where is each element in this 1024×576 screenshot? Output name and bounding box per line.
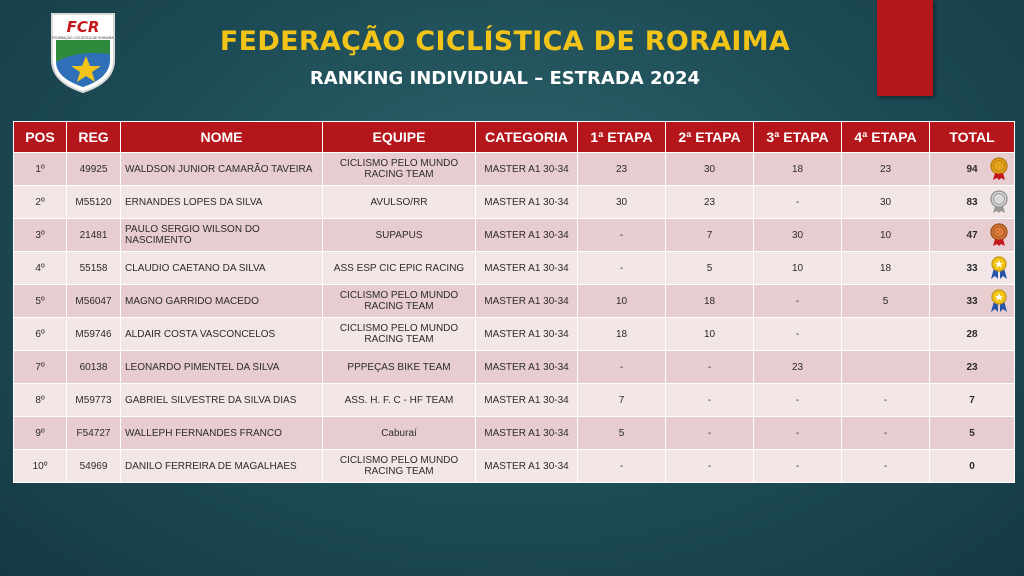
cell-pos: 5º [14,285,67,318]
total-value: 33 [966,262,978,274]
cell-etapa-3: 10 [754,252,842,285]
cell-etapa-2: 5 [666,252,754,285]
cell-etapa-2: 10 [666,318,754,351]
cell-etapa-4: - [842,417,930,450]
cell-categoria: MASTER A1 30-34 [476,450,578,483]
cell-reg: M56047 [67,285,121,318]
cell-pos: 10º [14,450,67,483]
cell-reg: 55158 [67,252,121,285]
cell-categoria: MASTER A1 30-34 [476,417,578,450]
cell-total [930,450,1015,483]
cell-etapa-2: - [666,417,754,450]
cell-etapa-2: - [666,351,754,384]
page-subtitle: RANKING INDIVIDUAL – ESTRADA 2024 [309,68,701,89]
cell-etapa-1: - [578,450,666,483]
total-value: 5 [969,427,975,439]
cell-etapa-2: - [666,450,754,483]
total-value: 83 [966,196,978,208]
total-value: 47 [966,229,978,241]
cell-pos: 2º [14,186,67,219]
cell-pos: 9º [14,417,67,450]
cell-pos: 7º [14,351,67,384]
cell-categoria: MASTER A1 30-34 [476,318,578,351]
cell-equipe: CICLISMO PELO MUNDO RACING TEAM [323,318,476,351]
cell-total [930,318,1015,351]
ranking-table [13,121,1015,483]
cell-etapa-2: 23 [666,186,754,219]
table-row[interactable] [14,285,1015,318]
ribbon-medal-icon [990,256,1008,280]
cell-etapa-3: - [754,318,842,351]
cell-categoria: MASTER A1 30-34 [476,285,578,318]
cell-etapa-4: 5 [842,285,930,318]
svg-text:FEDERAÇÃO CICLÍSTICA DE RORAIM: FEDERAÇÃO CICLÍSTICA DE RORAIMA [52,36,114,40]
cell-equipe: SUPAPUS [323,219,476,252]
cell-etapa-4 [842,318,930,351]
total-value: 33 [966,295,978,307]
cell-etapa-3: 23 [754,351,842,384]
cell-nome: WALDSON JUNIOR CAMARÃO TAVEIRA [121,153,323,186]
cell-equipe: ASS. H. F. C - HF TEAM [323,384,476,417]
cell-nome: ALDAIR COSTA VASCONCELOS [121,318,323,351]
cell-pos: 1º [14,153,67,186]
cell-reg: 54969 [67,450,121,483]
cell-nome: PAULO SERGIO WILSON DO NASCIMENTO [121,219,323,252]
col-header-etapa-3[interactable]: 3ª ETAPA [754,122,842,153]
cell-etapa-2: 18 [666,285,754,318]
cell-total [930,417,1015,450]
cell-etapa-4: - [842,450,930,483]
page-title: FEDERAÇÃO CICLÍSTICA DE RORAIMA [219,26,791,57]
cell-etapa-1: 30 [578,186,666,219]
cell-categoria: MASTER A1 30-34 [476,384,578,417]
cell-total [930,219,1015,252]
col-header-total[interactable]: TOTAL [930,122,1015,153]
cell-etapa-1: - [578,252,666,285]
cell-etapa-2: 30 [666,153,754,186]
table-row[interactable] [14,417,1015,450]
cell-etapa-4: 23 [842,153,930,186]
silver-medal-icon [990,190,1008,214]
cell-total [930,186,1015,219]
cell-etapa-2: 7 [666,219,754,252]
cell-categoria: MASTER A1 30-34 [476,351,578,384]
cell-etapa-1: 7 [578,384,666,417]
table-row[interactable] [14,318,1015,351]
cell-categoria: MASTER A1 30-34 [476,219,578,252]
cell-nome: CLAUDIO CAETANO DA SILVA [121,252,323,285]
cell-etapa-1: - [578,351,666,384]
cell-etapa-1: 23 [578,153,666,186]
cell-etapa-1: - [578,219,666,252]
cell-etapa-1: 5 [578,417,666,450]
col-header-etapa-1[interactable]: 1ª ETAPA [578,122,666,153]
total-value: 94 [966,163,978,175]
ribbon-medal-icon [990,289,1008,313]
cell-equipe: CICLISMO PELO MUNDO RACING TEAM [323,450,476,483]
col-header-etapa-2[interactable]: 2ª ETAPA [666,122,754,153]
cell-etapa-2: - [666,384,754,417]
cell-total [930,285,1015,318]
cell-total [930,153,1015,186]
cell-equipe: ASS ESP CIC EPIC RACING [323,252,476,285]
gold-medal-icon [990,157,1008,181]
cell-pos: 8º [14,384,67,417]
col-header-equipe[interactable]: EQUIPE [323,122,476,153]
col-header-reg[interactable]: REG [67,122,121,153]
bronze-medal-icon [990,223,1008,247]
cell-equipe: PPPEÇAS BIKE TEAM [323,351,476,384]
cell-etapa-3: - [754,186,842,219]
cell-reg: M59773 [67,384,121,417]
cell-nome: WALLEPH FERNANDES FRANCO [121,417,323,450]
col-header-pos[interactable]: POS [14,122,67,153]
table-row[interactable] [14,153,1015,186]
cell-reg: 49925 [67,153,121,186]
cell-etapa-4: - [842,384,930,417]
col-header-categoria[interactable]: CATEGORIA [476,122,578,153]
cell-nome: DANILO FERREIRA DE MAGALHAES [121,450,323,483]
total-value: 28 [966,328,978,340]
cell-equipe: AVULSO/RR [323,186,476,219]
total-value: 23 [966,361,978,373]
cell-pos: 3º [14,219,67,252]
cell-nome: GABRIEL SILVESTRE DA SILVA DIAS [121,384,323,417]
total-value: 7 [969,394,975,406]
cell-nome: MAGNO GARRIDO MACEDO [121,285,323,318]
cell-etapa-1: 10 [578,285,666,318]
cell-total [930,384,1015,417]
cell-categoria: MASTER A1 30-34 [476,153,578,186]
cell-reg: 60138 [67,351,121,384]
table-row[interactable] [14,186,1015,219]
cell-categoria: MASTER A1 30-34 [476,252,578,285]
cell-pos: 4º [14,252,67,285]
col-header-etapa-4[interactable]: 4ª ETAPA [842,122,930,153]
cell-etapa-3: 30 [754,219,842,252]
table-row[interactable] [14,351,1015,384]
cell-nome: ERNANDES LOPES DA SILVA [121,186,323,219]
table-row[interactable] [14,384,1015,417]
cell-etapa-3: - [754,417,842,450]
col-header-nome[interactable]: NOME [121,122,323,153]
cell-categoria: MASTER A1 30-34 [476,186,578,219]
cell-reg: F54727 [67,417,121,450]
table-row[interactable] [14,219,1015,252]
svg-text:FCR: FCR [66,18,100,36]
table-row[interactable] [14,450,1015,483]
cell-total [930,351,1015,384]
cell-etapa-3: - [754,285,842,318]
cell-etapa-1: 18 [578,318,666,351]
cell-total [930,252,1015,285]
cell-equipe: CICLISMO PELO MUNDO RACING TEAM [323,153,476,186]
total-value: 0 [969,460,975,472]
cell-pos: 6º [14,318,67,351]
cell-etapa-4: 10 [842,219,930,252]
table-row[interactable] [14,252,1015,285]
cell-equipe: Caburaí [323,417,476,450]
cell-nome: LEONARDO PIMENTEL DA SILVA [121,351,323,384]
cell-reg: 21481 [67,219,121,252]
cell-etapa-3: - [754,384,842,417]
cell-etapa-3: - [754,450,842,483]
cell-reg: M59746 [67,318,121,351]
cell-etapa-4 [842,351,930,384]
cell-etapa-4: 18 [842,252,930,285]
cell-reg: M55120 [67,186,121,219]
cell-etapa-4: 30 [842,186,930,219]
table-header-row [14,122,1015,153]
cell-etapa-3: 18 [754,153,842,186]
cell-equipe: CICLISMO PELO MUNDO RACING TEAM [323,285,476,318]
